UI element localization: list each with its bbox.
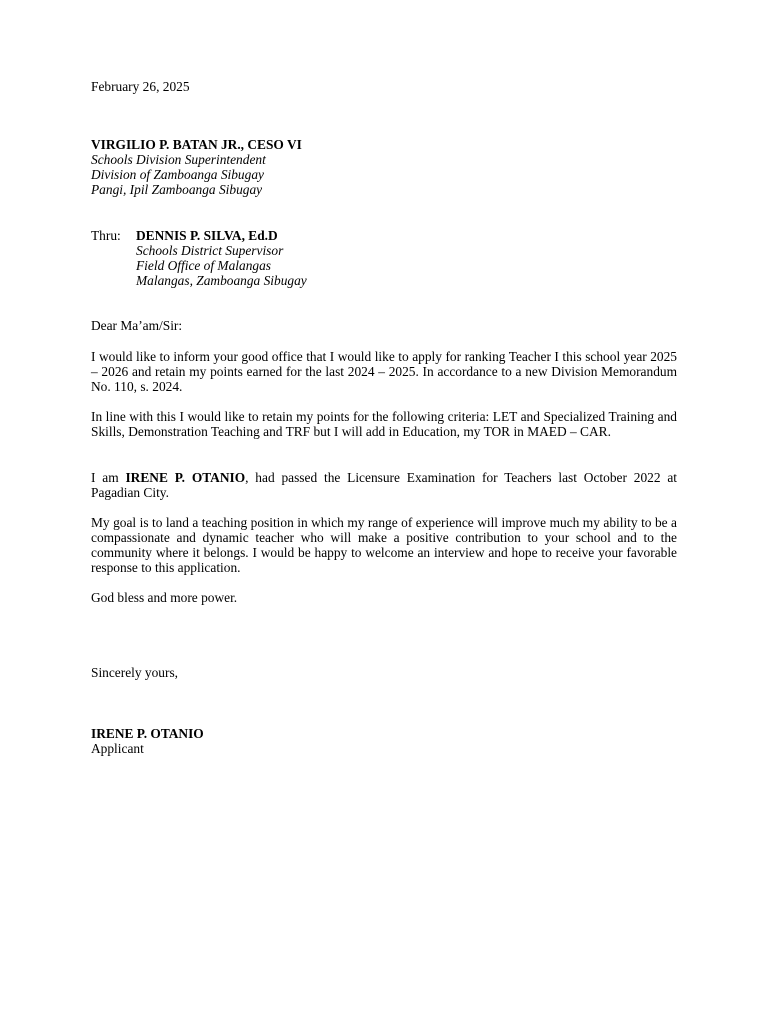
closing: Sincerely yours, [91,665,179,680]
recipient-name: VIRGILIO P. BATAN JR., CESO VI [91,137,302,152]
signature-block [91,726,677,756]
applicant-name-inline: IRENE P. OTANIO [125,470,246,485]
thru-block [136,228,307,288]
paragraph-4: My goal is to land a teaching position in which my range of experience will improve much my ability to be a compassionate and dynamic teacher who will make a positive contribution to your school and to the community where it belongs. I would be happy to welcome an interview and hope to receive your favorable response to this application. [91,515,677,575]
thru-title: Schools District Supervisor [136,243,284,258]
recipient-office: Division of Zamboanga Sibugay [91,167,264,182]
paragraph-3 [91,470,677,500]
signatory-name: IRENE P. OTANIO [91,726,204,741]
thru-address: Malangas, Zamboanga Sibugay [136,273,307,288]
signatory-role: Applicant [91,741,144,756]
thru-office: Field Office of Malangas [136,258,271,273]
paragraph-3-suffix: , had passed the Licensure Examination for Teachers last October 2022 at Pagadian City. [91,470,678,500]
recipient-address: Pangi, Ipil Zamboanga Sibugay [91,182,263,197]
paragraph-2: In line with this I would like to retain my points for the following criteria: LET and Specialized Training and Skills, Demonstration Teaching and TRF but I will add in Education, my TOR in MAED – CAR. [91,409,677,439]
paragraph-1: I would like to inform your good office that I would like to apply for ranking Teacher I this school year 2025 – 2026 and retain my points earned for the last 2024 – 2025. In accordance to a new Division Memorandum No. 110, s. 2024. [91,349,677,394]
thru-name: DENNIS P. SILVA, Ed.D [136,228,278,243]
letter-date: February 26, 2025 [91,79,190,94]
recipient-title: Schools Division Superintendent [91,152,266,167]
salutation: Dear Ma’am/Sir: [91,318,183,333]
paragraph-3-prefix: I am [91,470,126,485]
thru-label: Thru: [91,228,121,243]
recipient-block [91,137,677,197]
paragraph-5: God bless and more power. [91,590,238,605]
